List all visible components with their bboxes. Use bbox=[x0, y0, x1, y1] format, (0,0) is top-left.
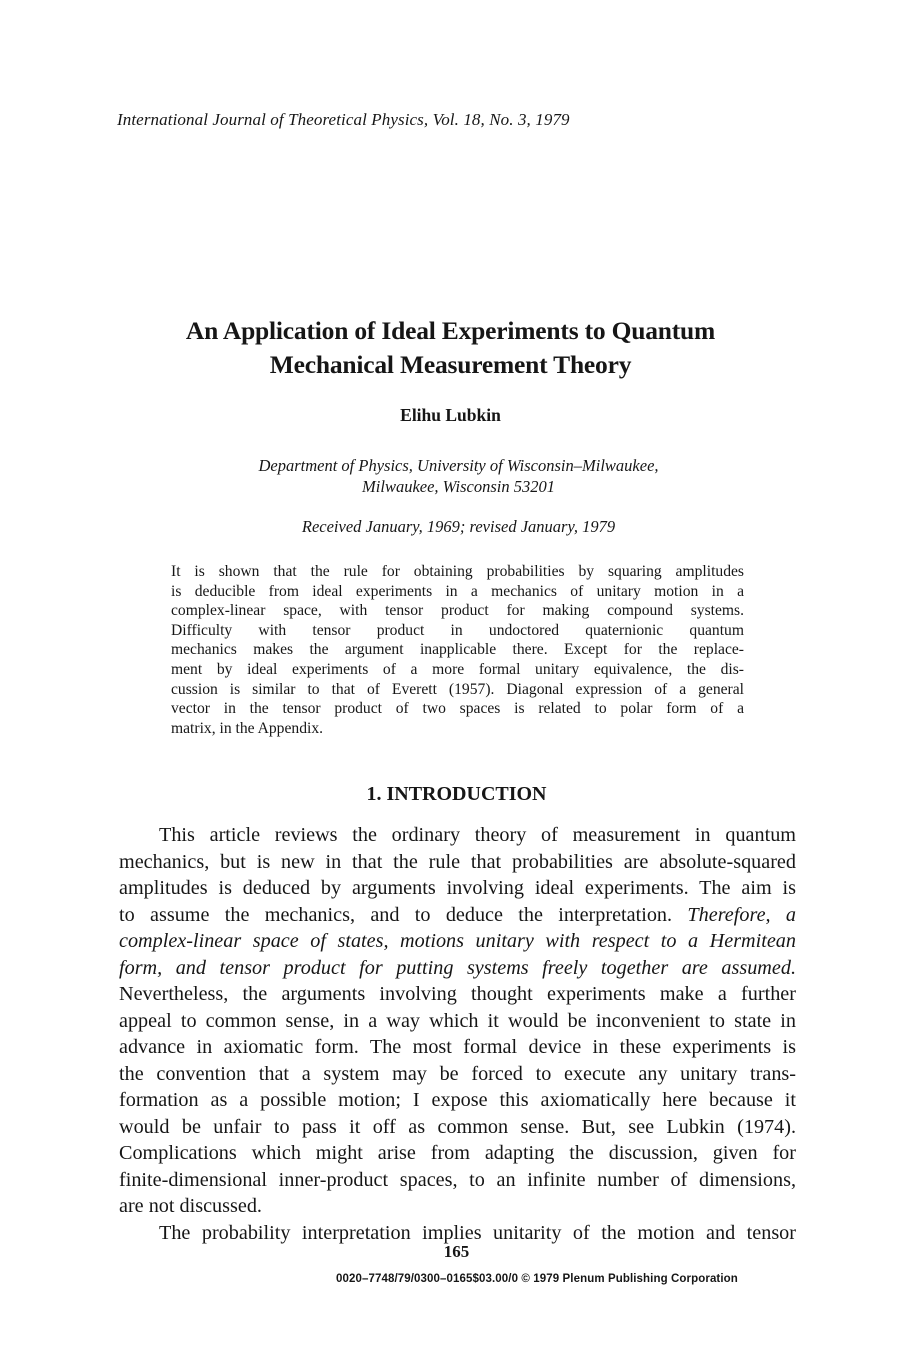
body-line: The probability interpretation implies unitarity of the motion and tensor bbox=[159, 1221, 796, 1244]
abstract-line: matrix, in the Appendix. bbox=[171, 719, 324, 737]
author-affiliation bbox=[0, 455, 901, 497]
abstract-line: vector in the tensor product of two spaces is related to polar form of a bbox=[171, 700, 744, 718]
abstract-line: ment by ideal experiments of a more formal unitary equivalence, the dis- bbox=[171, 660, 744, 678]
abstract-line: Difficulty with tensor product in undoctored quaternionic quantum bbox=[171, 621, 744, 639]
body-line: finite-dimensional inner-product spaces, to an infinite number of dimensions, bbox=[119, 1168, 796, 1191]
body-text-italic: Therefore, a bbox=[687, 903, 796, 926]
body-line: would be unfair to pass it off as common sense. But, see Lubkin (1974). bbox=[119, 1115, 796, 1138]
abstract-line: complex-linear space, with tensor product for making compound systems. bbox=[171, 602, 744, 620]
body-line: complex-linear space of states, motions unitary with respect to a Hermitean bbox=[119, 930, 796, 952]
author-name: Elihu Lubkin bbox=[400, 405, 501, 425]
body-line: amplitudes is deduced by arguments involving ideal experiments. The aim is bbox=[119, 877, 796, 899]
introduction-body bbox=[119, 822, 796, 1246]
body-line: Nevertheless, the arguments involving thought experiments make a further bbox=[119, 983, 796, 1005]
body-line: appeal to common sense, in a way which it would be inconvenient to state in bbox=[119, 1009, 796, 1032]
title-line: An Application of Ideal Experiments to Quantum bbox=[185, 316, 716, 345]
affiliation-line: Department of Physics, University of Wisconsin–Milwaukee, bbox=[258, 456, 659, 475]
body-line: advance in axiomatic form. The most formal device in these experiments is bbox=[119, 1036, 796, 1058]
body-line: form, and tensor product for putting systems freely together are assumed. bbox=[119, 956, 796, 979]
body-line: the convention that a system may be forced to execute any unitary trans- bbox=[119, 1062, 796, 1085]
received-dates: Received January, 1969; revised January, 1979 bbox=[301, 517, 616, 536]
journal-citation: International Journal of Theoretical Physics, Vol. 18, No. 3, 1979 bbox=[117, 110, 570, 129]
abstract-line: cussion is similar to that of Everett (1957). Diagonal expression of a general bbox=[171, 680, 744, 698]
body-line: formation as a possible motion; I expose this axiomatically here because it bbox=[119, 1089, 796, 1111]
section-heading: 1. INTRODUCTION bbox=[366, 783, 547, 805]
abstract bbox=[171, 562, 744, 738]
copyright-line: 0020–7748/79/0300–0165$03.00/0 © 1979 Plenum Publishing Corporation bbox=[336, 1273, 738, 1285]
affiliation-line: Milwaukee, Wisconsin 53201 bbox=[362, 477, 555, 496]
body-line: Complications which might arise from adapting the discussion, given for bbox=[119, 1142, 796, 1164]
title-line: Mechanical Measurement Theory bbox=[269, 350, 632, 379]
abstract-line: mechanics makes the argument inapplicable there. Except for the replace- bbox=[171, 641, 744, 659]
body-line: mechanics, but is new in that the rule that probabilities are absolute-squared bbox=[119, 850, 796, 873]
body-text-roman: to assume the mechanics, and to deduce the interpretation. bbox=[119, 903, 688, 926]
abstract-line: is deducible from ideal experiments in a mechanics of unitary motion in a bbox=[171, 582, 744, 600]
body-line bbox=[119, 902, 796, 929]
body-line: are not discussed. bbox=[119, 1195, 262, 1217]
page-number: 165 bbox=[443, 1242, 470, 1261]
body-line: This article reviews the ordinary theory of measurement in quantum bbox=[159, 824, 796, 846]
paper-title bbox=[0, 314, 901, 382]
abstract-line: It is shown that the rule for obtaining probabilities by squaring amplitudes bbox=[171, 563, 744, 580]
